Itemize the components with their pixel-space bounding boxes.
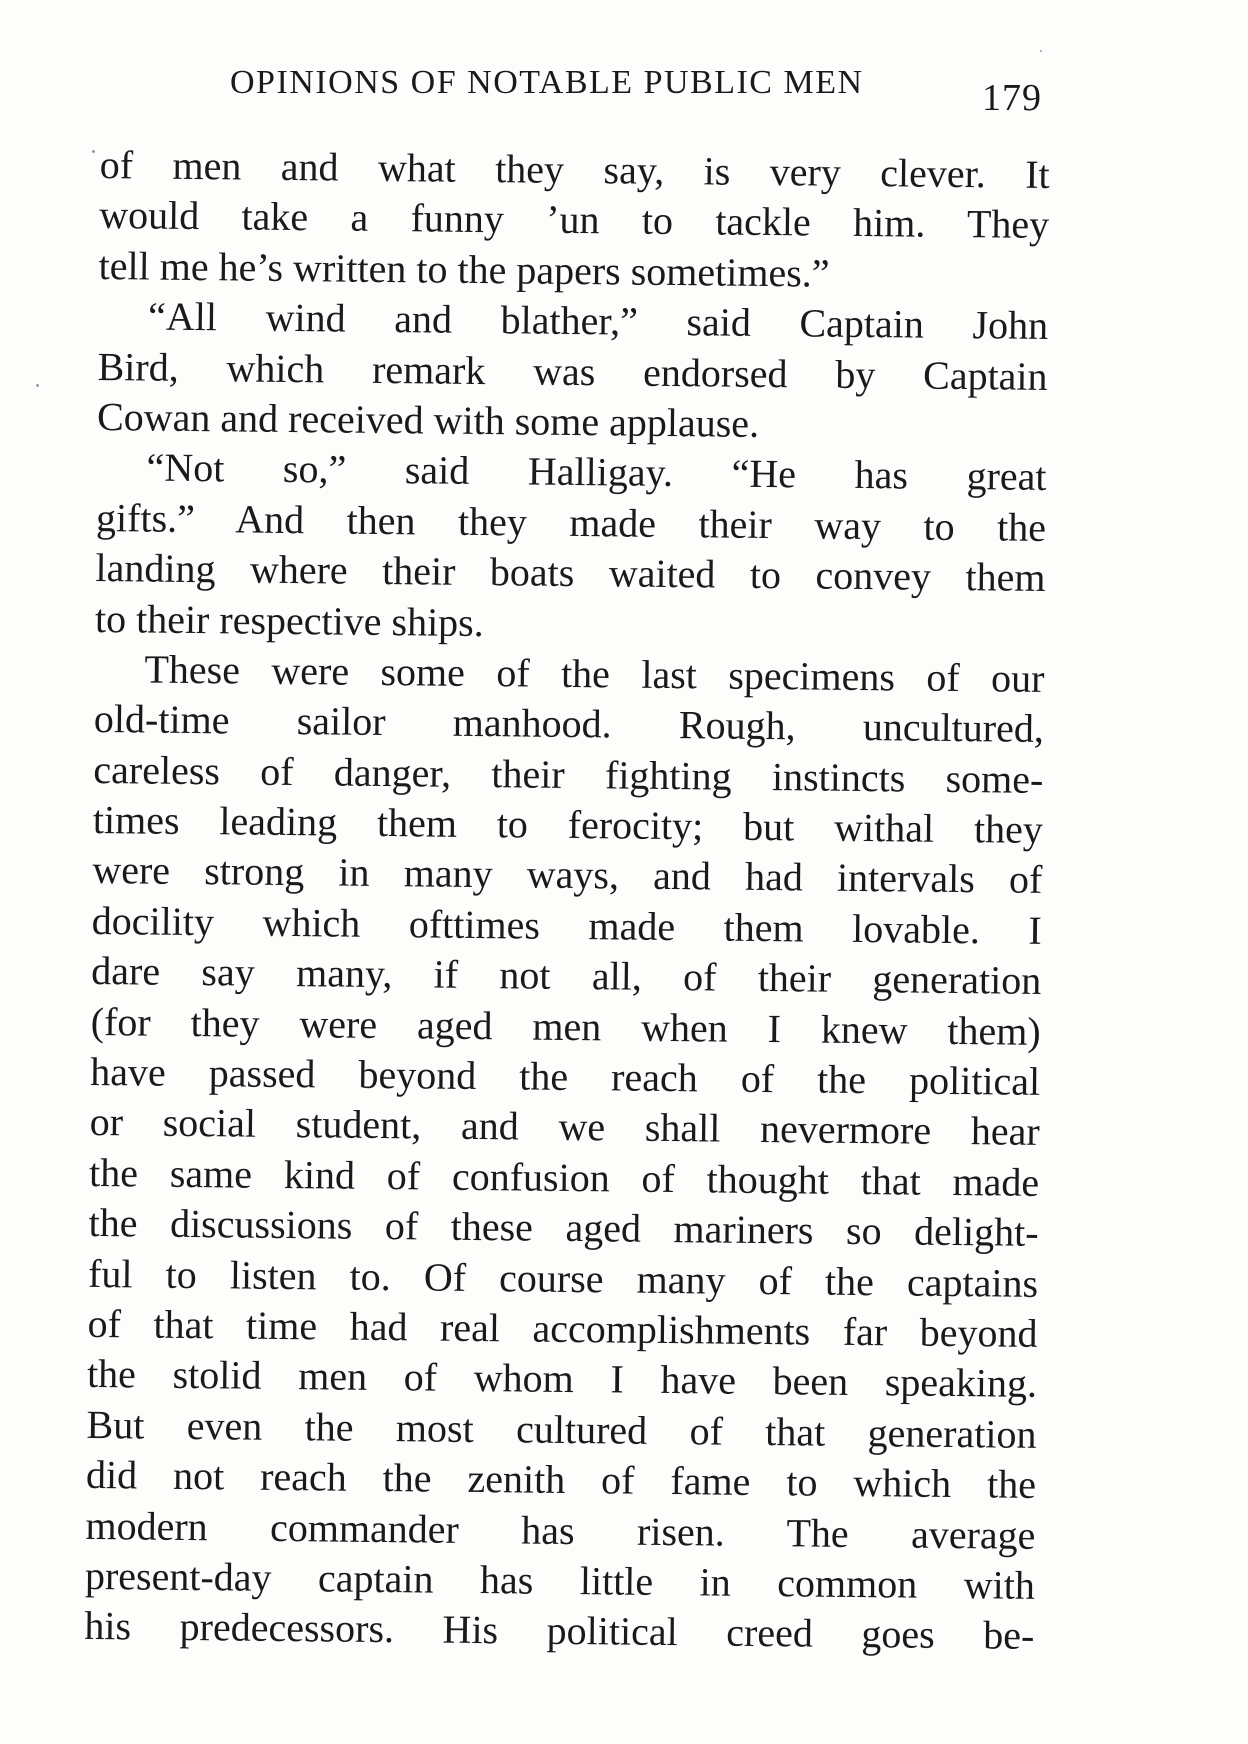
text-line: have passed beyond the reach of the political [90,1048,1041,1104]
text-line: These were some of the last specimens of our [144,646,1045,701]
paper-speck [36,384,39,387]
page-number: 179 [982,77,1042,119]
text-line: “Not so,” said Halligay. “He has great [146,444,1047,500]
text-line: present-day captain has little in common with [84,1552,1036,1608]
text-line: the same kind of confusion of thought that made [88,1149,1040,1205]
text-line: the stolid men of whom I have been speaking. [86,1351,1038,1407]
text-line: But even the most cultured of that generation [86,1401,1037,1457]
text-line: were strong in many ways, and had intervals of [92,847,1043,903]
text-line: Bird, which remark was endorsed by Captain [97,343,1048,399]
text-line: old-time sailor manhood. Rough, uncultured, [93,696,1045,752]
text-line: docility which ofttimes made them lovable. I [91,897,1043,953]
text-line: careless of danger, their fighting instincts some- [93,746,1044,802]
text-line: “All wind and blather,” said Captain John [147,293,1049,349]
running-head [110,56,1050,119]
text-line: gifts.” And then they made their way to the [95,494,1047,550]
text-line: the discussions of these aged mariners so delight- [88,1200,1039,1256]
text-line: tell me he’s written to the papers sometimes.” [98,242,830,296]
text-line: landing where their boats waited to convey them [95,545,1046,601]
text-line: or social student, and we shall nevermore hear [89,1099,1040,1155]
running-title: OPINIONS OF NOTABLE PUBLIC MEN [230,64,864,101]
text-line: times leading them to ferocity; but withal they [92,797,1044,852]
text-line: his predecessors. His political creed goes be- [84,1603,1035,1659]
text-line: of men and what they say, is very clever. It [99,141,1050,197]
body-text [84,140,1050,1662]
text-line: Cowan and received with some applause. [96,393,760,446]
text-line: to their respective ships. [94,595,485,645]
text-line: did not reach the zenith of fame to which the [85,1452,1037,1508]
text-line: modern commander has risen. The average [85,1502,1036,1558]
paper-speck [1040,50,1042,52]
text-line: of that time had real accomplishments far beyond [87,1300,1038,1356]
text-line: would take a funny ’un to tackle him. They [98,192,1050,248]
text-line: ful to listen to. Of course many of the captains [87,1250,1039,1306]
text-line: (for they were aged men when I knew them) [90,998,1041,1054]
paper-speck [92,150,95,153]
text-line: dare say many, if not all, of their generation [91,948,1042,1004]
